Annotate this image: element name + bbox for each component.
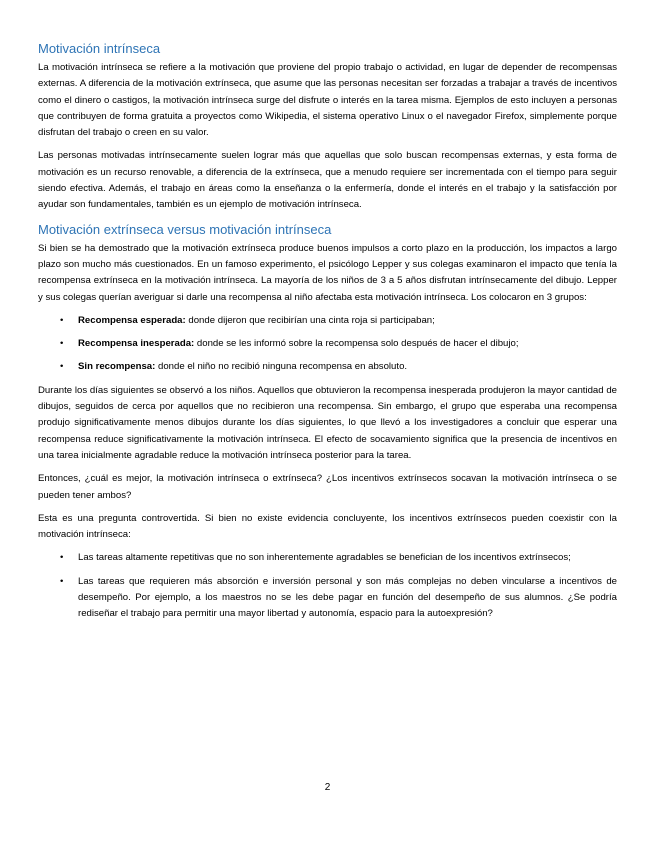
list-item-term: Recompensa esperada: <box>78 314 186 326</box>
bullet-icon: • <box>60 361 64 373</box>
list-item <box>38 336 617 352</box>
paragraph: Durante los días siguientes se observó a los niños. Aquellos que obtuvieron la recompensa inesperada produjeron la mayor cantidad de dibujos, seguidos de cerca por aquellos que no recibieron una recompensa. Sin embargo, el grupo que esperaba una recompensa produjo significativamente menos dibujos durante los días siguientes, lo que llevó a los investigadores a concluir que esperar una recompensa reduce significativamente la motivación intrínseca. El efecto de socavamiento significa que la presencia de incentivos en una tarea inicialmente agradable reduce la motivación intrínseca posterior para la tarea. <box>38 384 617 461</box>
groups-list <box>38 313 617 376</box>
list-item <box>38 313 617 329</box>
paragraph: Esta es una pregunta controvertida. Si bien no existe evidencia concluyente, los incentivos extrínsecos pueden coexistir con la motivación intrínseca: <box>38 512 617 541</box>
list-item-text: Las tareas que requieren más absorción e inversión personal y son más complejas no deben vincularse a incentivos de desempeño. Por ejemplo, a los maestros no se les debe pagar en función del desempeño de sus alumnos. ¿Se podría rediseñar el trabajo para permitir una mayor libertad y autonomía, espacio para la autoexpresión? <box>78 575 617 620</box>
section-heading-comparison: Motivación extrínseca versus motivación intrínseca <box>38 221 332 237</box>
paragraph: Si bien se ha demostrado que la motivación extrínseca produce buenos impulsos a corto plazo en la producción, los impactos a largo plazo son mucho más cuestionados. En un famoso experimento, el psicólogo Lepper y sus colegas examinaron el impacto que tenía la recompensa extrínseca en la motivación intrínseca. La mayoría de los niños de 3 a 5 años disfrutan intrínsecamente del dibujo. Lepper y sus colegas querían averiguar si darle una recompensa al niño afectaba esta motivación intrínseca. Los colocaron en 3 grupos: <box>38 242 617 303</box>
list-item-text: donde se les informó sobre la recompensa solo después de hacer el dibujo; <box>194 338 519 350</box>
section-heading-intrinsic: Motivación intrínseca <box>38 41 161 56</box>
list-item-text: donde el niño no recibió ninguna recompensa en absoluto. <box>155 361 408 373</box>
list-item <box>38 574 617 623</box>
paragraph: Las personas motivadas intrínsecamente suelen lograr más que aquellas que solo buscan recompensas externas, y esta forma de motivación es un recurso renovable, a diferencia de la extrínseca, que a menudo requiere ser incrementada con el tiempo para seguir siendo efectiva. Además, el trabajo en áreas como la enseñanza o la enfermería, donde el interés en el trabajo y la satisfacción por ayudar son fundamentales, también es un ejemplo de motivación intrínseca. <box>38 150 617 211</box>
list-item <box>38 359 617 375</box>
list-item-term: Sin recompensa: <box>78 361 156 373</box>
bullet-icon: • <box>60 314 64 326</box>
list-item <box>38 550 617 566</box>
points-list <box>38 550 617 622</box>
list-item-text: donde dijeron que recibirían una cinta roja si participaban; <box>185 314 435 326</box>
page-number: 2 <box>324 782 331 793</box>
list-item-text: Las tareas altamente repetitivas que no son inherentemente agradables se benefician de los incentivos extrínsecos; <box>78 552 571 564</box>
list-item-term: Recompensa inesperada: <box>78 338 195 350</box>
bullet-icon: • <box>60 338 64 350</box>
paragraph: La motivación intrínseca se refiere a la motivación que proviene del propio trabajo o actividad, en lugar de depender de recompensas externas. A diferencia de la motivación extrínseca, que asume que las personas necesitan ser forzadas a trabajar a través de incentivos como el dinero o castigos, la motivación intrínseca surge del disfrute o interés en la tarea misma. Ejemplos de esto incluyen a personas que contribuyen de forma gratuita a proyectos como Wikipedia, el sistema operativo Linux o el navegador Firefox, simplemente porque disfrutan del trabajo o creen en su valor. <box>38 62 617 139</box>
paragraph: Entonces, ¿cuál es mejor, la motivación intrínseca o extrínseca? ¿Los incentivos extrínsecos socavan la motivación intrínseca o se pueden tener ambos? <box>38 473 617 501</box>
bullet-icon: • <box>60 552 64 564</box>
bullet-icon: • <box>60 575 64 587</box>
document-page <box>38 36 617 630</box>
